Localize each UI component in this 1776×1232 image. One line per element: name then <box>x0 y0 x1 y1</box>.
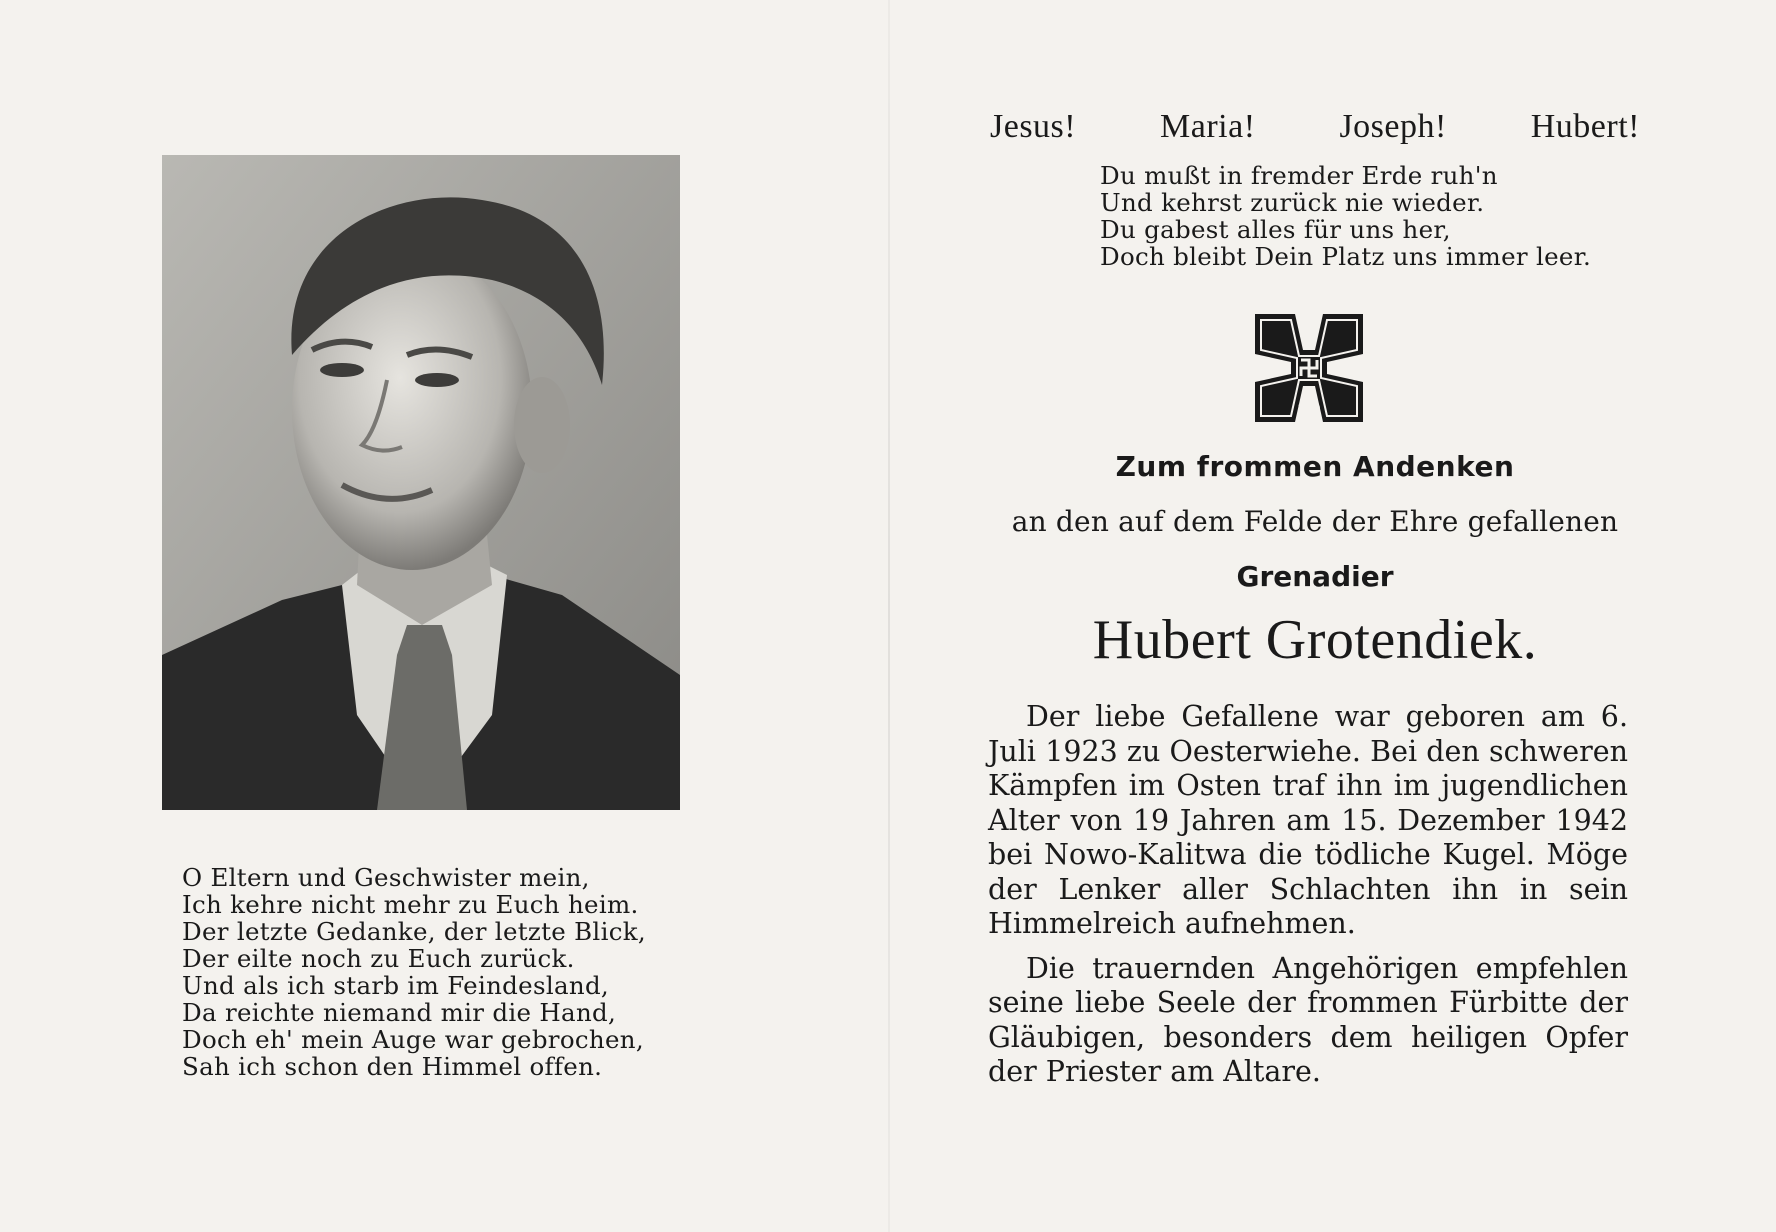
poem-left-line: Der eilte noch zu Euch zurück. <box>182 944 575 973</box>
invocation-jesus: Jesus! <box>990 108 1077 145</box>
memento-heading: Zum frommen Andenken <box>1115 450 1515 483</box>
poem-left-line: Doch eh' mein Auge war gebrochen, <box>182 1025 644 1054</box>
deceased-name: Hubert Grotendiek. <box>1092 609 1538 671</box>
poem-left-line: O Eltern und Geschwister mein, <box>182 863 590 892</box>
rank: Grenadier <box>1236 560 1394 593</box>
portrait-photo <box>162 155 680 810</box>
poem-left-line: Und als ich starb im Feindesland, <box>182 971 610 1000</box>
poem-left-line: Da reichte niemand mir die Hand, <box>182 998 617 1027</box>
invocation-hubert: Hubert! <box>1530 108 1640 145</box>
poem-right-line: Du mußt in fremder Erde ruh'n <box>1100 161 1498 190</box>
bio-paragraph: Die trauernden Angehörigen empfehlen seine liebe Seele der frommen Fürbitte der Gläubigen, besonders dem heiligen Opfer der Priester am Altare. <box>988 951 1628 1088</box>
bio-paragraph: Der liebe Gefallene war geboren am 6. Juli 1923 zu Oesterwiehe. Bei den schweren Kämpfen im Osten traf ihn im jugendlichen Alter von 19 Jahren am 15. Dezember 1942 bei Nowo-Kalitwa die tödliche Kugel. Möge der Lenker aller Schlachten ihn in sein Himmelreich aufnehmen. <box>988 700 1628 940</box>
invocation-maria: Maria! <box>1160 108 1256 145</box>
poem-right-line: Und kehrst zurück nie wieder. <box>1100 188 1485 217</box>
poem-right <box>1100 162 1620 270</box>
intro-line: an den auf dem Felde der Ehre gefallenen <box>1011 505 1619 538</box>
cross-year: 1939 <box>1297 404 1321 414</box>
portrait-photo-icon <box>162 155 680 810</box>
poem-left-line: Der letzte Gedanke, der letzte Blick, <box>182 917 646 946</box>
poem-right-line: Doch bleibt Dein Platz uns immer leer. <box>1100 242 1592 271</box>
fold-line <box>888 0 890 1232</box>
poem-right-line: Du gabest alles für uns her, <box>1100 215 1451 244</box>
iron-cross-icon <box>1253 312 1365 424</box>
invocation-joseph: Joseph! <box>1339 108 1447 145</box>
poem-left-line: Ich kehre nicht mehr zu Euch heim. <box>182 890 639 919</box>
invocation <box>990 108 1640 146</box>
poem-left <box>182 864 702 1080</box>
biography <box>988 700 1628 1100</box>
poem-left-line: Sah ich schon den Himmel offen. <box>182 1052 603 1081</box>
